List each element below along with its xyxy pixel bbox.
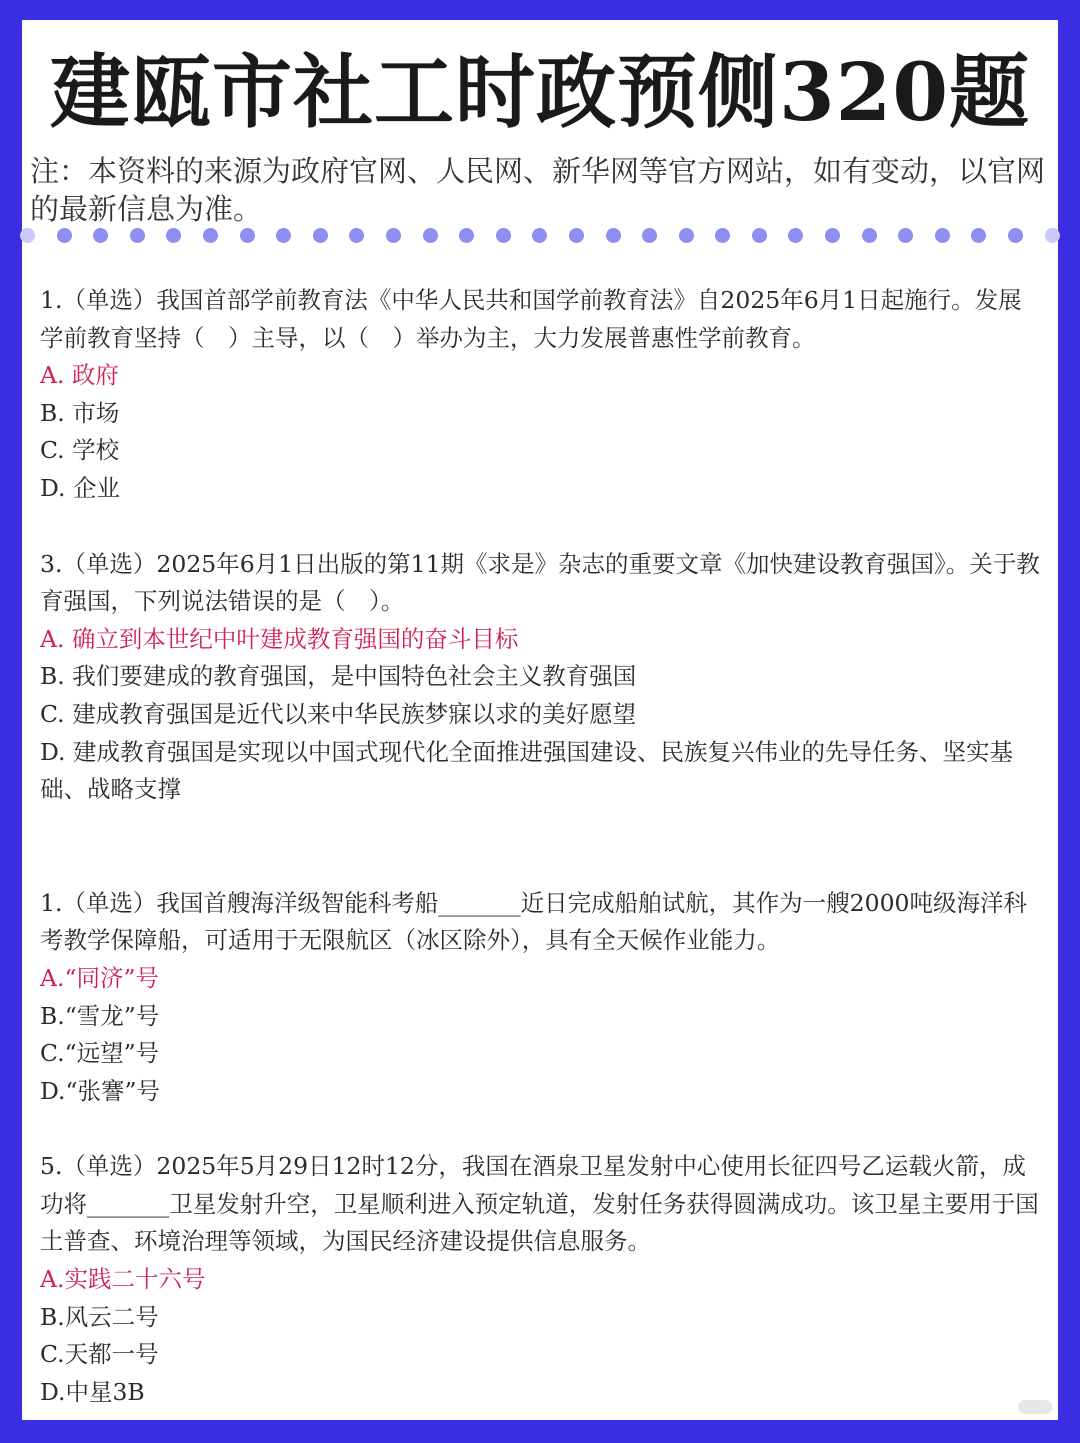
divider-dot: [20, 228, 35, 243]
option-d: D.中星3B: [40, 1377, 145, 1406]
option-c: C. 学校: [40, 436, 120, 465]
question-item: [40, 546, 1044, 809]
option-d: D.“张謇”号: [40, 1076, 161, 1105]
option-d: D. 建成教育强国是实现以中国式现代化全面推进强国建设、民族复兴伟业的先导任务、坚实基础、战略支撑: [40, 737, 1013, 804]
divider-dot: [715, 228, 730, 243]
divider-dot: [386, 228, 401, 243]
divider-dot: [971, 228, 986, 243]
option-a: A.“同济”号: [40, 963, 159, 992]
divider-dot: [752, 228, 767, 243]
divider-dot: [276, 228, 291, 243]
option-b: B. 我们要建成的教育强国，是中国特色社会主义教育强国: [40, 662, 637, 691]
divider-dot: [1045, 228, 1060, 243]
option-a: A.实践二十六号: [40, 1265, 206, 1294]
page-title: 建瓯市社工时政预侧320题: [50, 45, 1030, 139]
divider-dot: [423, 228, 438, 243]
document-page: [22, 20, 1058, 1420]
divider-dot: [825, 228, 840, 243]
divider-dot: [569, 228, 584, 243]
divider-dot: [240, 228, 255, 243]
question-item: [40, 885, 1044, 1111]
option-c: C.“远望”号: [40, 1039, 160, 1068]
divider-dot: [349, 228, 364, 243]
divider-dot: [1008, 228, 1023, 243]
divider-dot: [679, 228, 694, 243]
option-c: C.天都一号: [40, 1340, 159, 1369]
option-b: B. 市场: [40, 398, 120, 427]
question-list: [40, 282, 1044, 1411]
divider-dot: [788, 228, 803, 243]
question-stem: 1.（单选）我国首部学前教育法《中华人民共和国学前教育法》自2025年6月1日起施行。发展学前教育坚持（ ）主导，以（ ）举办为主，大力发展普惠性学前教育。: [40, 286, 1022, 352]
option-c: C. 建成教育强国是近代以来中华民族梦寐以求的美好愿望: [40, 699, 637, 728]
question-item: [40, 282, 1044, 508]
divider-dot: [606, 228, 621, 243]
divider-dot: [313, 228, 328, 243]
divider-dot: [459, 228, 474, 243]
question-stem: 3.（单选）2025年6月1日出版的第11期《求是》杂志的重要文章《加快建设教育强国》。关于教育强国，下列说法错误的是（ ）。: [40, 549, 1040, 616]
divider-dot: [57, 228, 72, 243]
option-a: A. 政府: [40, 361, 119, 390]
option-a: A. 确立到本世纪中叶建成教育强国的奋斗目标: [40, 624, 519, 653]
divider-dot: [532, 228, 547, 243]
divider-dot: [898, 228, 913, 243]
divider-dot: [203, 228, 218, 243]
question-item: [40, 1148, 1044, 1411]
divider-dot: [935, 228, 950, 243]
option-d: D. 企业: [40, 473, 120, 502]
divider-dot: [642, 228, 657, 243]
divider-dot: [496, 228, 511, 243]
option-b: B.风云二号: [40, 1302, 159, 1331]
watermark-badge: [1018, 1400, 1052, 1414]
divider-dot: [130, 228, 145, 243]
question-stem: 1.（单选）我国首艘海洋级智能科考船_______近日完成船舶试航，其作为一艘2000吨级海洋科考教学保障船，可适用于无限航区（冰区除外），具有全天候作业能力。: [40, 888, 1027, 955]
source-note: 注：本资料的来源为政府官网、人民网、新华网等官方网站，如有变动，以官网的最新信息为准。: [30, 154, 1046, 226]
divider-dot: [166, 228, 181, 243]
divider-dot: [862, 228, 877, 243]
question-stem: 5.（单选）2025年5月29日12时12分，我国在酒泉卫星发射中心使用长征四号乙运载火箭，成功将_______卫星发射升空，卫星顺利进入预定轨道，发射任务获得圆满成功。该卫星主要用于国土普查、环境治理等领域，为国民经济建设提供信息服务。: [40, 1152, 1039, 1256]
dotted-divider: [20, 227, 1060, 243]
divider-dot: [93, 228, 108, 243]
option-b: B.“雪龙”号: [40, 1001, 160, 1030]
